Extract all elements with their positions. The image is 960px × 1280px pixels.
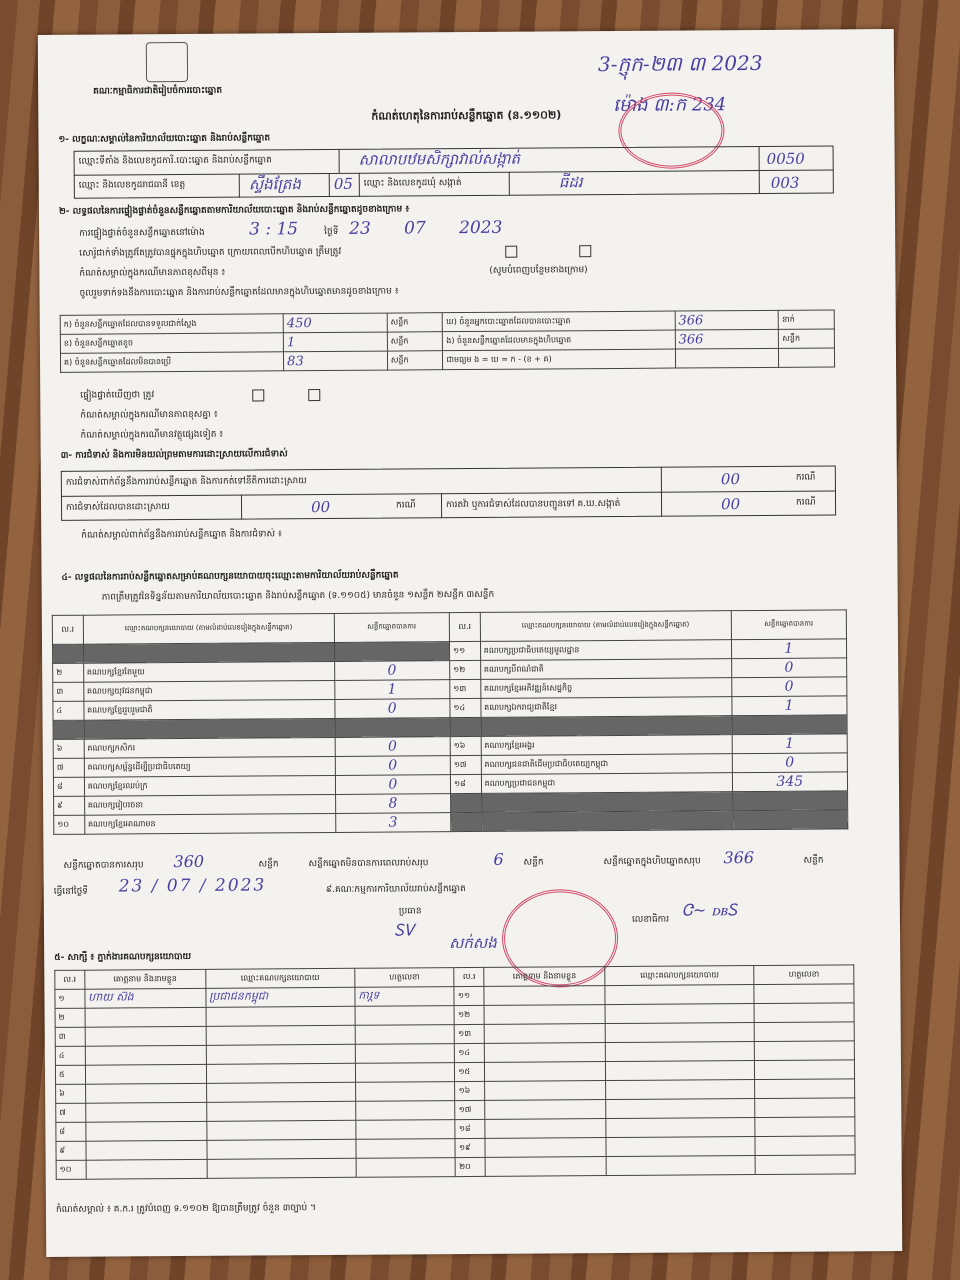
witness-row: ៩ ១៩ bbox=[56, 1136, 855, 1161]
secretary-signature: Ꮳ~ ꭰᏼᏚ bbox=[681, 900, 738, 920]
seal-line: សោរ៉ូជាក់ទាំងត្រូវតែត្រូវបានផ្ទុកក្នុងហិបឆ្នោត ក្រោយពេលបើកហិបឆ្នោត ត្រឹមត្រូវ bbox=[79, 246, 342, 259]
count-mismatch-checkbox[interactable] bbox=[252, 389, 264, 401]
polling-station-value: សាលាបឋមសិក្សាវាល់សង្កាត់ bbox=[358, 149, 521, 169]
signing-date: 23 / 07 / 2023 bbox=[118, 875, 267, 897]
reconciliation-row: ខ) ចំនួនសន្លឹកឆ្នោតខូច 1 សន្លឹក ង) ចំនួនសន្លឹកឆ្នោតដែលមានក្នុងហិបឆ្នោត 366 សន្លឹក bbox=[60, 329, 834, 353]
party-row: ៨ គណបក្សខ្មែរឈប់ក្រ 0 ១៨ គណបក្សប្រជាជនកម្ពុជា 345 bbox=[53, 772, 847, 797]
party-results-table: ល.រ ឈ្មោះគណបក្សនយោបាយ (តាមលំដាប់លេខរៀងក្នុងសន្លឹកឆ្នោត) សន្លឹកឆ្នោតបានការ ល.រ ឈ្មោះគណបក្សនយោបាយ (តាមលំដាប់លេខរៀងក្នុងសន្លឹកឆ្នោត) សន្លឹកឆ្នោតបានការ ១១ គណបក្សប្រជាធិបតេយ្យមូលដ្ឋាន 1 ២ គណបក្សខ្មែរតែមួយ 0 ១២ គណបក្សបីពណ៌ជាតិ 0 ៣ គណបក្សយុវជនកម្ពុជា 1 ១៣ គណបក្សខ្មែរអភិវឌ្ឍន៍សេដ្ឋកិច្ច 0 ៤ គណបក្សខ្មែររួបរួមជាតិ 0 ១៤ គណបក្សឯករាជ្យជាតិខ្មែរ 1 ៦ គណបក្សកសិករ 0 ១៦ គណបក្សខ្មែរអង្គរ 1 ៧ គណបក្សសម្ព័ន្ធដើម្បីប្រជាធិបតេយ្យ 0 ១៧ គណបក្សជនជាតិដើមប្រជាធិបតេយ្យកម្ពុជា 0 ៨ គណបក្សខ្មែរឈប់ក្រ 0 ១៨ គណបក្សប្រជាជនកម្ពុជា 345 ៩ គណបក្សរៀបរចនា 8 ១០ គណបក្សខ្មែរអាណាមន 3 bbox=[52, 609, 849, 835]
polling-station-code: 0050 bbox=[766, 149, 805, 168]
commune-value: ធីដរ bbox=[558, 173, 583, 192]
forwarded-label: ការតវ៉ា ឬការជំទាស់ដែលបានបញ្ជូនទៅ គ.ឃ.សង្កាត់ bbox=[446, 498, 621, 511]
check-day: 23 bbox=[349, 218, 371, 239]
check-year: 2023 bbox=[459, 217, 503, 239]
witness-row: ៣ ១៣ bbox=[55, 1022, 854, 1047]
province-label: ឈ្មោះ និងលេខកូដរាជធានី ខេត្ត bbox=[78, 179, 186, 191]
total-invalid-votes: 6 bbox=[493, 849, 504, 869]
reconciliation-row: ក) ចំនួនសន្លឹកឆ្នោតដែលបានទទួលជាក់ស្តែង 450 សន្លឹក ឃ) ចំនួនអ្នកបោះឆ្នោតដែលបានបោះឆ្នោត 366 នាក់ bbox=[60, 310, 834, 334]
seal-ok-checkbox[interactable] bbox=[505, 246, 517, 258]
party-row: ២ គណបក្សខ្មែរតែមួយ 0 ១២ គណបក្សបីពណ៌ជាតិ 0 bbox=[53, 658, 847, 683]
section4-title: ៤- លទ្ធផលនៃការរាប់សន្លឹកឆ្នោតសម្រាប់គណបក្សនយោបាយចុះឈ្មោះតាមការិយាល័យរាប់សន្លឹកឆ្នោត bbox=[61, 570, 399, 583]
province-code: 05 bbox=[333, 174, 353, 193]
party-row: ១១ គណបក្សប្រជាធិបតេយ្យមូលដ្ឋាន 1 bbox=[52, 639, 846, 664]
resolved-value: 00 bbox=[310, 497, 331, 517]
ballot-reconciliation-table bbox=[60, 309, 835, 372]
handwritten-time: ម៉ោង ៣:ក 234 bbox=[613, 94, 727, 116]
witness-row: ៨ ១៨ bbox=[56, 1117, 855, 1142]
election-count-form: គណៈកម្មាធិការជាតិរៀបចំការបោះឆ្នោត កំណត់ហេតុនៃការរាប់សន្លឹកឆ្នោត (ន.១១០២) 3-ក្ញុក-២៣ ៣ 2023 ម៉ោង ៣:ក 234 ១- លក្ខណៈសម្គាល់នៃការិយាល័យបោះឆ្នោត និងរាប់សន្លឹកឆ្នោត ឈ្មោះទីតាំង និងលេខកូដការិ.បោះឆ្នោត និងរាប់សន្លឹកឆ្នោត សាលាបឋមសិក្សាវាល់សង្កាត់ 0050 ឈ្មោះ និងលេខកូដរាជធានី ខេត្ត ស្ទឹងត្រែង 05 ឈ្មោះ និងលេខកូដឃុំ សង្កាត់ ធីដរ 003 ២- លទ្ធផលនៃការផ្ទៀងផ្ទាត់ចំនួនសន្លឹកឆ្នោតតាមការិយាល័យបោះឆ្នោត និងរាប់សន្លឹកឆ្នោតដូចខាងក្រោម ៖ ការផ្ទៀងផ្ទាត់ចំនួនសន្លឹកឆ្នោតនៅម៉ោង 3 : 15 ថ្ងៃទី 23 07 2023 សោរ៉ូជាក់ទាំងត្រូវតែត្រូវបានផ្ទុកក្នុងហិបឆ្នោត ក្រោយពេលបើកហិបឆ្នោត ត្រឹមត្រូវ កំណត់សម្គាល់ក្នុងករណីមានភាពខុសពីមុន ៖ (សូមបំពេញបន្ថែមខាងក្រោម) ចូលរួមទាក់ទងនឹងការបោះឆ្នោត និងការរាប់សន្លឹកឆ្នោតដែលមានក្នុងហិបឆ្នោតមានដូចខាងក្រោម ៖ ក) ចំនួនសន្លឹកឆ្នោតដែលបានទទួលជាក់ស្តែង 450 សន្លឹក ឃ) ចំនួនអ្នកបោះឆ្នោតដែលបានបោះឆ្នោត 366 នាក់ ខ) ចំនួនសន្លឹកឆ្នោតខូច 1 សន្លឹក ង) ចំនួនសន្លឹកឆ្នោតដែលមានក្នុងហិបឆ្នោត 366 សន្លឹក គ) ចំនួនសន្លឹកឆ្នោតដែលមិនបានប្រើ 83 សន្លឹក ជាមធ្យម ង = ឃ = ក - (ខ + គ) ផ្ទៀងផ្ទាត់ឃើញថា ត្រូវ កំណត់សម្គាល់ក្នុងករណីមានភាពខុសគ្នា ៖ កំណត់សម្គាល់ក្នុងករណីមានវត្ថុផ្សេងទៀត ៖ ៣- ការជំទាស់ និងការមិនយល់ព្រមតាមការដោះស្រាយលើការជំទាស់ ការជំទាស់ពាក់ព័ន្ធនឹងការរាប់សន្លឹកឆ្នោត និងការកត់ទៅនីតិការដោះស្រាយ 00 ករណី ការជំទាស់ដែលបានដោះស្រាយ 00 ករណី ការតវ៉ា ឬការជំទាស់ដែលបានបញ្ជូនទៅ គ.ឃ.សង្កាត់ 00 ករណី កំណត់សម្គាល់ពាក់ព័ន្ធនឹងការរាប់សន្លឹកឆ្នោត និងការជំទាស់ ៖ ៤- លទ្ធផលនៃការរាប់សន្លឹកឆ្នោតសម្រាប់គណបក្សនយោបាយចុះឈ្មោះតាមការិយាល័យរាប់សន្លឹកឆ្នោត ភាពត្រឹមត្រូវនៃទិន្នន័យតាមការិយាល័យបោះឆ្នោត និងរាប់សន្លឹកឆ្នោត (ទ.១១០៥) មានចំនួន ១សន្លឹក ២សន្លឹក ៣សន្លឹក ល.រ ឈ្មោះគណបក្សនយោបាយ (តាមលំដាប់លេខរៀងក្នុងសន្លឹកឆ្នោត) សន្លឹកឆ្នោតបានការ ល.រ ឈ្មោះគណបក្សនយោបាយ (តាមលំដាប់លេខរៀងក្នុងសន្លឹកឆ្នោត) សន្លឹកឆ្នោតបានការ ១១ គណបក្សប្រជាធិបតេយ្យមូលដ្ឋាន 1 ២ គណបក្សខ្មែរតែមួយ 0 ១២ គណបក្សបីពណ៌ជាតិ 0 ៣ គណបក្សយុវជនកម្ពុជា 1 ១៣ គណបក្សខ្មែរអភិវឌ្ឍន៍សេដ្ឋកិច្ច 0 ៤ គណបក្សខ្មែររួបរួមជាតិ 0 ១៤ គណបក្សឯករាជ្យជាតិខ្មែរ 1 ៦ គណបក្សកសិករ 0 ១៦ គណបក្សខ្មែរអង្គរ 1 ៧ គណបក្សសម្ព័ន្ធដើម្បីប្រជាធិបតេយ្យ 0 ១៧ គណបក្សជនជាតិដើមប្រជាធិបតេយ្យកម្ពុជា 0 ៨ គណបក្សខ្មែរឈប់ក្រ 0 ១៨ គណបក្សប្រជាជនកម្ពុជា 345 ៩ គណបក្សរៀបរចនា 8 ១០ គណបក្សខ្មែរអាណាមន 3 សន្លឹកឆ្នោតបានការសរុប 360 សន្លឹក សន្លឹកឆ្នោតមិនបានការពេលរាប់សរុប 6 សន្លឹក សន្លឹកឆ្នោតក្នុងហិបឆ្នោតសរុប 366 សន្លឹក ធ្វើនៅថ្ងៃទី 23 / 07 / 2023 ៩.គណៈកម្មការការិយាល័យរាប់សន្លឹកឆ្នោត ប្រធាន ᏚᏙ សក់សង លេខាធិការ Ꮳ~ ꭰᏼᏚ ៥- សាក្សី ៖ ភ្នាក់ងារគណបក្សនយោបាយ ល.រ គោត្តនាម និងនាមខ្លួន ឈ្មោះគណបក្សនយោបាយ ហត្ថលេខា ល.រ គោត្តនាម និងនាមខ្លួន ឈ្មោះគណបក្សនយោបាយ ហត្ថលេខា ១ ហាយ ស៊ង ប្រជាជនកម្ពុជា ការ្តទ ១១ ២ ១២ ៣ ១៣ ៤ ១៤ ៥ ១៥ ៦ ១៦ ៧ ១៧ ៨ ១៨ ៩ ១៩ ១០ ២០ កំណត់សម្គាល់ ៖ គ.ក.រ ត្រូវបំពេញ ទ.១១០២ ឱ្យបានត្រឹមត្រូវ ចំនួន ៣ច្បាប់ ។ bbox=[38, 29, 903, 1257]
total-box-votes: 366 bbox=[723, 848, 755, 868]
reconciliation-row: គ) ចំនួនសន្លឹកឆ្នោតដែលមិនបានប្រើ 83 សន្លឹក ជាមធ្យម ង = ឃ = ក - (ខ + គ) bbox=[60, 348, 834, 372]
province-value: ស្ទឹងត្រែង bbox=[248, 175, 301, 194]
check-time-value: 3 : 15 bbox=[249, 219, 299, 240]
handwritten-date: 3-ក្ញុក-២៣ ៣ 2023 bbox=[597, 50, 763, 77]
seal-wrong-checkbox[interactable] bbox=[579, 245, 591, 257]
witness-row: ១ ហាយ ស៊ង ប្រជាជនកម្ពុជា ការ្តទ ១១ bbox=[55, 984, 854, 1009]
witness-row: ៦ ១៦ bbox=[56, 1079, 855, 1104]
chair-signature: ᏚᏙ bbox=[393, 920, 415, 940]
section5-title: ៥- សាក្សី ៖ ភ្នាក់ងារគណបក្សនយោបាយ bbox=[54, 951, 192, 963]
party-row: ៤ គណបក្សខ្មែររួបរួមជាតិ 0 ១៤ គណបក្សឯករាជ្យជាតិខ្មែរ 1 bbox=[53, 696, 847, 721]
witness-row: ១០ ២០ bbox=[56, 1155, 855, 1180]
party-row: ៣ គណបក្សយុវជនកម្ពុជា 1 ១៣ គណបក្សខ្មែរអភិវឌ្ឍន៍សេដ្ឋកិច្ច 0 bbox=[53, 677, 847, 702]
party-row: ១០ គណបក្សខ្មែរអាណាមន 3 bbox=[54, 810, 848, 835]
complaints-label: ការជំទាស់ពាក់ព័ន្ធនឹងការរាប់សន្លឹកឆ្នោត និងការកត់ទៅនីតិការដោះស្រាយ bbox=[65, 476, 307, 488]
witness-row: ៧ ១៧ bbox=[56, 1098, 855, 1123]
chair-name: សក់សង bbox=[449, 933, 497, 953]
section1-title: ១- លក្ខណៈសម្គាល់នៃការិយាល័យបោះឆ្នោត និងរាប់សន្លឹកឆ្នោត bbox=[58, 133, 271, 145]
check-month: 07 bbox=[404, 218, 426, 239]
total-valid-votes: 360 bbox=[173, 851, 205, 872]
polling-station-label: ឈ្មោះទីតាំង និងលេខកូដការិ.បោះឆ្នោត និងរាប់សន្លឹកឆ្នោត bbox=[78, 155, 272, 167]
section3-title: ៣- ការជំទាស់ និងការមិនយល់ព្រមតាមការដោះស្រាយលើការជំទាស់ bbox=[60, 449, 288, 461]
commune-code: 003 bbox=[770, 173, 800, 192]
footer-note: កំណត់សម្គាល់ ៖ គ.ក.រ ត្រូវបំពេញ ទ.១១០២ ឱ្យបានត្រឹមត្រូវ ចំនួន ៣ច្បាប់ ។ bbox=[55, 1203, 317, 1215]
org-line: គណៈកម្មាធិការជាតិរៀបចំការបោះឆ្នោត bbox=[93, 85, 223, 97]
forwarded-value: 00 bbox=[720, 495, 741, 514]
check-time-label: ការផ្ទៀងផ្ទាត់ចំនួនសន្លឹកឆ្នោតនៅម៉ោង bbox=[79, 227, 205, 239]
party-row: ៩ គណបក្សរៀបរចនា 8 bbox=[54, 791, 848, 816]
witness-row: ៤ ១៤ bbox=[55, 1041, 854, 1066]
witness-row: ២ ១២ bbox=[55, 1003, 854, 1028]
resolved-label: ការជំទាស់ដែលបានដោះស្រាយ bbox=[66, 502, 170, 513]
section2-title: ២- លទ្ធផលនៃការផ្ទៀងផ្ទាត់ចំនួនសន្លឹកឆ្នោតតាមការិយាល័យបោះឆ្នោត និងរាប់សន្លឹកឆ្នោតដូចខាងក្រោម ៖ bbox=[58, 204, 410, 217]
form-title: កំណត់ហេតុនៃការរាប់សន្លឹកឆ្នោត (ន.១១០២) bbox=[371, 108, 562, 123]
complaints-value: 00 bbox=[720, 470, 741, 489]
witness-table: ល.រ គោត្តនាម និងនាមខ្លួន ឈ្មោះគណបក្សនយោបាយ ហត្ថលេខា ល.រ គោត្តនាម និងនាមខ្លួន ឈ្មោះគណបក្សនយោបាយ ហត្ថលេខា ១ ហាយ ស៊ង ប្រជាជនកម្ពុជា ការ្តទ ១១ ២ ១២ ៣ ១៣ ៤ ១៤ ៥ ១៥ ៦ ១៦ ៧ ១៧ ៨ ១៨ ៩ ១៩ ១០ ២០ bbox=[54, 964, 855, 1180]
party-row: ៧ គណបក្សសម្ព័ន្ធដើម្បីប្រជាធិបតេយ្យ 0 ១៧ គណបក្សជនជាតិដើមប្រជាធិបតេយ្យកម្ពុជា 0 bbox=[53, 753, 847, 778]
count-match-checkbox[interactable] bbox=[308, 389, 320, 401]
commune-label: ឈ្មោះ និងលេខកូដឃុំ សង្កាត់ bbox=[363, 178, 462, 189]
party-row: ៦ គណបក្សកសិករ 0 ១៦ គណបក្សខ្មែរអង្គរ 1 bbox=[53, 734, 847, 759]
witness-row: ៥ ១៥ bbox=[55, 1060, 854, 1085]
emblem-icon bbox=[146, 42, 188, 82]
